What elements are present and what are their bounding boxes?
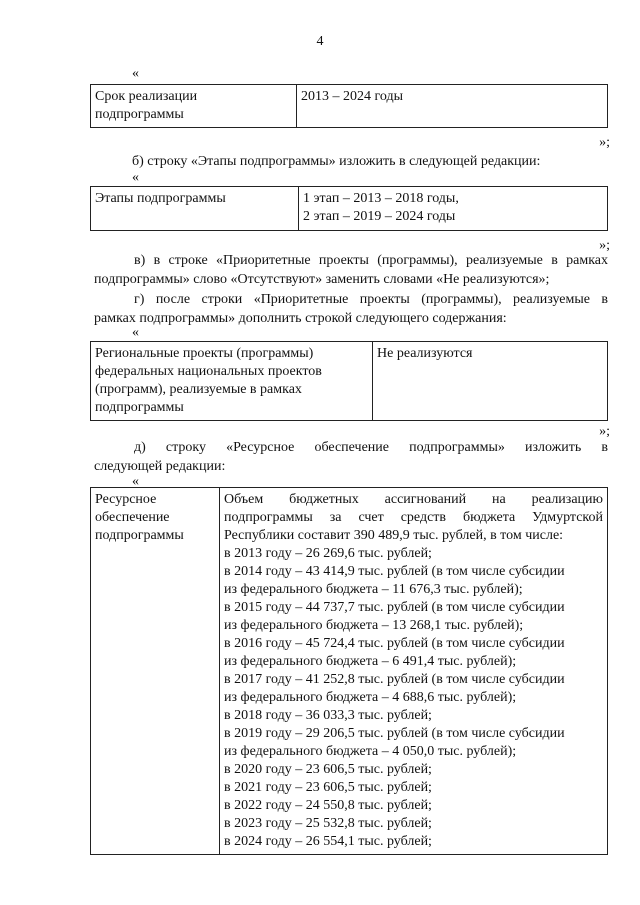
value-line: в 2013 году – 26 269,6 тыс. рублей; [224, 546, 432, 561]
label-line: Региональные проекты (программы) [95, 346, 314, 361]
value-line: из федерального бюджета – 4 050,0 тыс. рублей); [224, 744, 517, 759]
value-line: из федерального бюджета – 11 676,3 тыс. рублей); [224, 582, 523, 597]
open-quote: « [132, 170, 139, 185]
value-line: 2 этап – 2019 – 2024 годы [303, 209, 456, 224]
paragraph-v [94, 251, 608, 289]
value-line: в 2014 году – 43 414,9 тыс. рублей (в том числе субсидии [224, 564, 565, 579]
para-line: подпрограммы» слово «Отсутствуют» заменить словами «Не реализуются»; [94, 272, 550, 287]
table-implementation-period [90, 84, 608, 128]
label-line: обеспечение [95, 510, 170, 525]
para-line: в) в строке «Приоритетные проекты (программы), реализуемые в рамках [134, 253, 608, 268]
value-cell [220, 488, 608, 855]
close-quote: »; [599, 238, 610, 253]
label-line: подпрограммы [95, 107, 184, 122]
label-line: подпрограммы [95, 528, 184, 543]
open-quote: « [132, 325, 139, 340]
value-line: в 2021 году – 23 606,5 тыс. рублей; [224, 780, 432, 795]
para-line: следующей редакции: [94, 459, 226, 474]
paragraph-d [94, 438, 608, 476]
open-quote: « [132, 66, 139, 81]
para-line: д) строку «Ресурсное обеспечение подпрограммы» изложить в [134, 440, 608, 455]
close-quote: »; [599, 135, 610, 150]
para-line: рамках подпрограммы» дополнить строкой следующего содержания: [94, 311, 507, 326]
paragraph-b: б) строку «Этапы подпрограммы» изложить в следующей редакции: [132, 154, 541, 169]
para-line: г) после строки «Приоритетные проекты (программы), реализуемые в [134, 292, 608, 307]
value-line: 1 этап – 2013 – 2018 годы, [303, 191, 459, 206]
value-line: Республики составит 390 489,9 тыс. рублей, в том числе: [224, 528, 564, 543]
value-line: в 2018 году – 36 033,3 тыс. рублей; [224, 708, 432, 723]
label-cell: Этапы подпрограммы [91, 187, 299, 231]
value-cell: 2013 – 2024 годы [297, 85, 608, 128]
value-line: подпрограммы за счет средств бюджета Удмуртской [224, 510, 603, 525]
value-line: в 2022 году – 24 550,8 тыс. рублей; [224, 798, 432, 813]
value-line: из федерального бюджета – 4 688,6 тыс. рублей); [224, 690, 517, 705]
label-cell [91, 488, 220, 855]
value-line: из федерального бюджета – 13 268,1 тыс. рублей); [224, 618, 524, 633]
table-regional-projects [90, 341, 608, 421]
label-line: Ресурсное [95, 492, 157, 507]
label-line: подпрограммы [95, 400, 184, 415]
table-stages [90, 186, 608, 231]
value-line: в 2016 году – 45 724,4 тыс. рублей (в том числе субсидии [224, 636, 565, 651]
label-line: федеральных национальных проектов [95, 364, 322, 379]
label-cell [91, 85, 297, 128]
value-line: в 2020 году – 23 606,5 тыс. рублей; [224, 762, 432, 777]
value-line: в 2023 году – 25 532,8 тыс. рублей; [224, 816, 432, 831]
value-line: в 2024 году – 26 554,1 тыс. рублей; [224, 834, 432, 849]
value-cell [299, 187, 608, 231]
value-line: в 2019 году – 29 206,5 тыс. рублей (в том числе субсидии [224, 726, 565, 741]
value-line: в 2015 году – 44 737,7 тыс. рублей (в том числе субсидии [224, 600, 565, 615]
label-line: (программ), реализуемые в рамках [95, 382, 302, 397]
close-quote: »; [599, 424, 610, 439]
label-line: Срок реализации [95, 89, 198, 104]
value-cell: Не реализуются [373, 342, 608, 421]
paragraph-g [94, 290, 608, 328]
open-quote: « [132, 474, 139, 489]
value-line: в 2017 году – 41 252,8 тыс. рублей (в том числе субсидии [224, 672, 565, 687]
table-resources [90, 487, 608, 855]
label-cell [91, 342, 373, 421]
value-line: Объем бюджетных ассигнований на реализацию [224, 492, 603, 507]
page-number: 4 [316, 34, 324, 49]
value-line: из федерального бюджета – 6 491,4 тыс. рублей); [224, 654, 517, 669]
